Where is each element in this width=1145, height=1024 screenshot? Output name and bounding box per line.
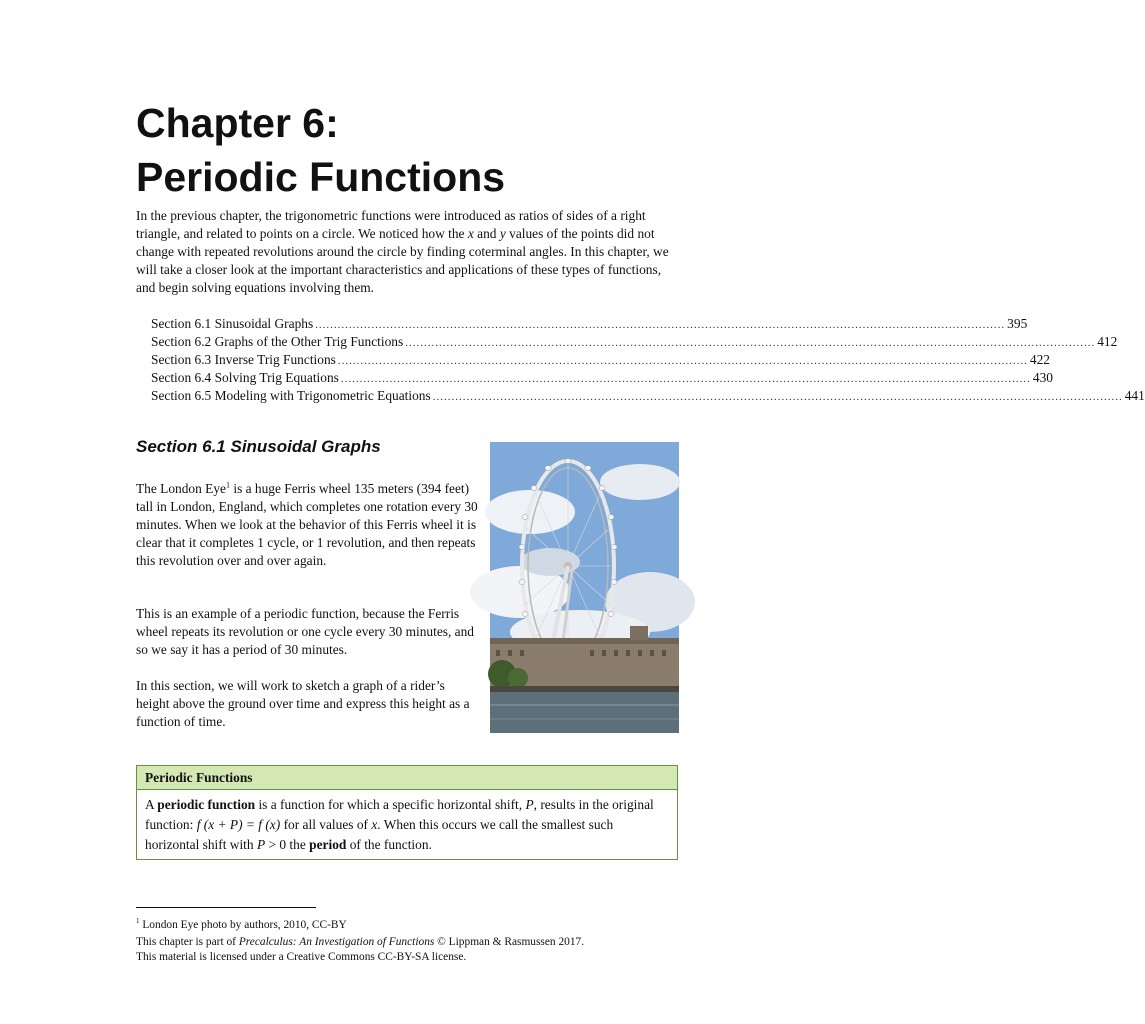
license-note: This material is licensed under a Creative Commons CC-BY-SA license. bbox=[136, 951, 467, 963]
definition-box bbox=[136, 765, 678, 860]
periodic-example-paragraph: This is an example of a periodic function, because the Ferris wheel repeats its revolution or one cycle every 30 minutes, and so we say it has a period of 30 minutes. bbox=[136, 606, 475, 657]
footnote-ref[interactable]: 1 bbox=[226, 480, 230, 490]
section-heading: Section 6.1 Sinusoidal Graphs bbox=[136, 437, 381, 456]
definition-title: Periodic Functions bbox=[137, 766, 677, 790]
chapter-title bbox=[136, 96, 505, 204]
toc-entry[interactable]: Section 6.5 Modeling with Trigonometric Equations ........................................................................................................................................................................................ 441 bbox=[151, 388, 1145, 403]
ferris-wheel-illustration bbox=[490, 442, 679, 733]
book-title: Precalculus: An Investigation of Functions bbox=[238, 936, 435, 948]
chapter-label: Chapter 6: bbox=[136, 100, 339, 146]
london-eye-paragraph: The London Eye$^1$ is a huge Ferris wheel 135 meters (394 feet) tall in London, England, which completes one rotation every 30 minutes. When we look at the behavior of this Ferris wheel it is clear that it completes 1 cycle, or 1 revolution, and then repeats this revolution over and over again. bbox=[136, 480, 478, 568]
table-of-contents bbox=[151, 315, 1145, 405]
toc-entry[interactable]: Section 6.1 Sinusoidal Graphs ........................................................................................................................................................................................ 395 bbox=[151, 316, 1028, 331]
chapter-name: Periodic Functions bbox=[136, 154, 506, 200]
footnote-divider bbox=[136, 907, 316, 908]
attribution: This chapter is part of Precalculus: An Investigation of Functions © Lippman & Rasmussen 2017. bbox=[136, 936, 585, 948]
london-eye-photo bbox=[490, 442, 679, 733]
intro-paragraph: In the previous chapter, the trigonometric functions were introduced as ratios of sides of a right triangle, and related to points on a circle. We noticed how the x and y values of the points did not change with repeated revolutions around the circle by finding coterminal angles. In this chapter, we will take a closer look at the important characteristics and applications of these types of functions, and begin solving equations involving them. bbox=[136, 208, 669, 295]
toc-entry[interactable]: Section 6.3 Inverse Trig Functions ........................................................................................................................................................................................ 422 bbox=[151, 352, 1050, 367]
section-goal-paragraph: In this section, we will work to sketch a graph of a rider’s height above the ground over time and express this height as a function of time. bbox=[136, 678, 470, 729]
definition-body: A periodic function is a function for which a specific horizontal shift, P, results in the original function: f (x + P) = f (x) for all values of x. When this occurs we call the smallest such horizontal shift with P > 0 the period of the function. bbox=[145, 797, 654, 852]
toc-entry[interactable]: Section 6.4 Solving Trig Equations ........................................................................................................................................................................................ 430 bbox=[151, 370, 1053, 385]
period-formula: f (x + P) = f (x) bbox=[196, 817, 281, 832]
footnote: $^1$ London Eye photo by authors, 2010, CC-BY bbox=[136, 917, 347, 931]
toc-entry[interactable]: Section 6.2 Graphs of the Other Trig Functions ........................................................................................................................................................................................ 412 bbox=[151, 334, 1118, 349]
